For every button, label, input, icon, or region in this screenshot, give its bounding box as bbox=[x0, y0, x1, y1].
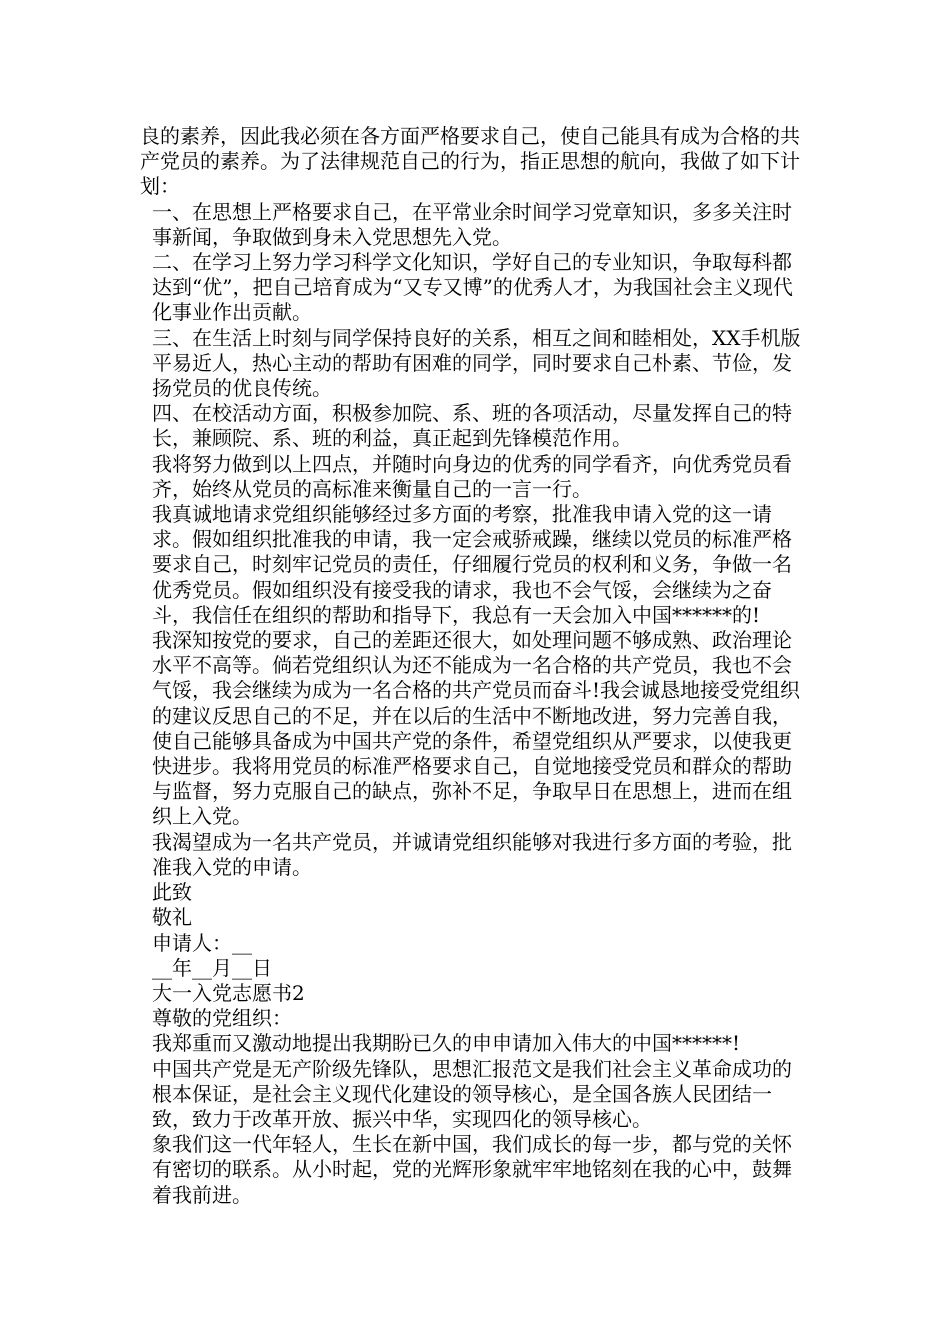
applicant-signature-line: 申请人：__ bbox=[152, 930, 252, 955]
paragraph-plan-3: 三、在生活上时刻与同学保持良好的关系，相互之间和睦相处，XX手机版平易近人，热心主动的帮助有困难的同学，同时要求自己朴素、节俭，发扬党员的优良传统。 bbox=[152, 325, 801, 401]
paragraph-youth: 象我们这一代年轻人，生长在新中国，我们成长的每一步，都与党的关怀有密切的联系。从小时起，党的光辉形象就牢牢地铭刻在我的心中，鼓舞着我前进。 bbox=[152, 1132, 792, 1207]
closing-salutation: 此致 bbox=[152, 880, 192, 905]
closing-regards: 敬礼 bbox=[152, 905, 192, 930]
date-line: __年__月__日 bbox=[152, 955, 272, 980]
paragraph-application: 我郑重而又激动地提出我期盼已久的申申请加入伟大的中国******! bbox=[152, 1031, 741, 1056]
paragraph-commitment: 我将努力做到以上四点，并随时向身边的优秀的同学看齐，向优秀党员看齐，始终从党员的高标准来衡量自己的一言一行。 bbox=[152, 451, 792, 501]
paragraph-continuation: 良的素养，因此我必须在各方面严格要求自己，使自己能具有成为合格的共产党员的素养。为了法律规范自己的行为，指正思想的航向，我做了如下计划： bbox=[140, 124, 800, 199]
document-body bbox=[140, 124, 810, 1208]
paragraph-party-intro: 中国共产党是无产阶级先锋队，思想汇报范文是我们社会主义革命成功的根本保证，是社会主义现代化建设的领导核心，是全国各族人民团结一致，致力于改革开放、振兴中华，实现四化的领导核心。 bbox=[152, 1056, 792, 1131]
paragraph-self-reflection: 我深知按党的要求，自己的差距还很大，如处理问题不够成熟、政治理论水平不高等。倘若党组织认为还不能成为一名合格的共产党员，我也不会气馁，我会继续为成为一名合格的共产党员而奋斗!我会诚恳地接受党组织的建议反思自己的不足，并在以后的生活中不断地改进，努力完善自我，使自己能够具备成为中国共产党的条件，希望党组织从严要求，以使我更快进步。我将用党员的标准严格要求自己，自觉地接受党员和群众的帮助与监督，努力克服自己的缺点，弥补不足，争取早日在思想上，进而在组织上入党。 bbox=[152, 628, 801, 829]
paragraph-plan-4: 四、在校活动方面，积极参加院、系、班的各项活动，尽量发挥自己的特长，兼顾院、系、班的利益，真正起到先锋模范作用。 bbox=[152, 401, 792, 451]
greeting: 尊敬的党组织： bbox=[152, 1006, 292, 1031]
paragraph-request: 我真诚地请求党组织能够经过多方面的考察，批准我申请入党的这一请求。假如组织批准我的申请，我一定会戒骄戒躁，继续以党员的标准严格要求自己，时刻牢记党员的责任，仔细履行党员的权利和义务，争做一名优秀党员。假如组织没有接受我的请求，我也不会气馁，会继续为之奋斗，我信任在组织的帮助和指导下，我总有一天会加入中国******的! bbox=[152, 502, 792, 627]
section-title: 大一入党志愿书2 bbox=[152, 980, 305, 1005]
paragraph-plan-1: 一、在思想上严格要求自己，在平常业余时间学习党章知识，多多关注时事新闻，争取做到身未入党思想先入党。 bbox=[152, 199, 792, 249]
paragraph-plan-2: 二、在学习上努力学习科学文化知识，学好自己的专业知识，争取每科都达到“优”，把自己培育成为“又专又博”的优秀人才，为我国社会主义现代化事业作出贡献。 bbox=[152, 250, 793, 325]
paragraph-aspiration: 我渴望成为一名共产党员，并诚请党组织能够对我进行多方面的考验，批准我入党的申请。 bbox=[152, 829, 792, 879]
